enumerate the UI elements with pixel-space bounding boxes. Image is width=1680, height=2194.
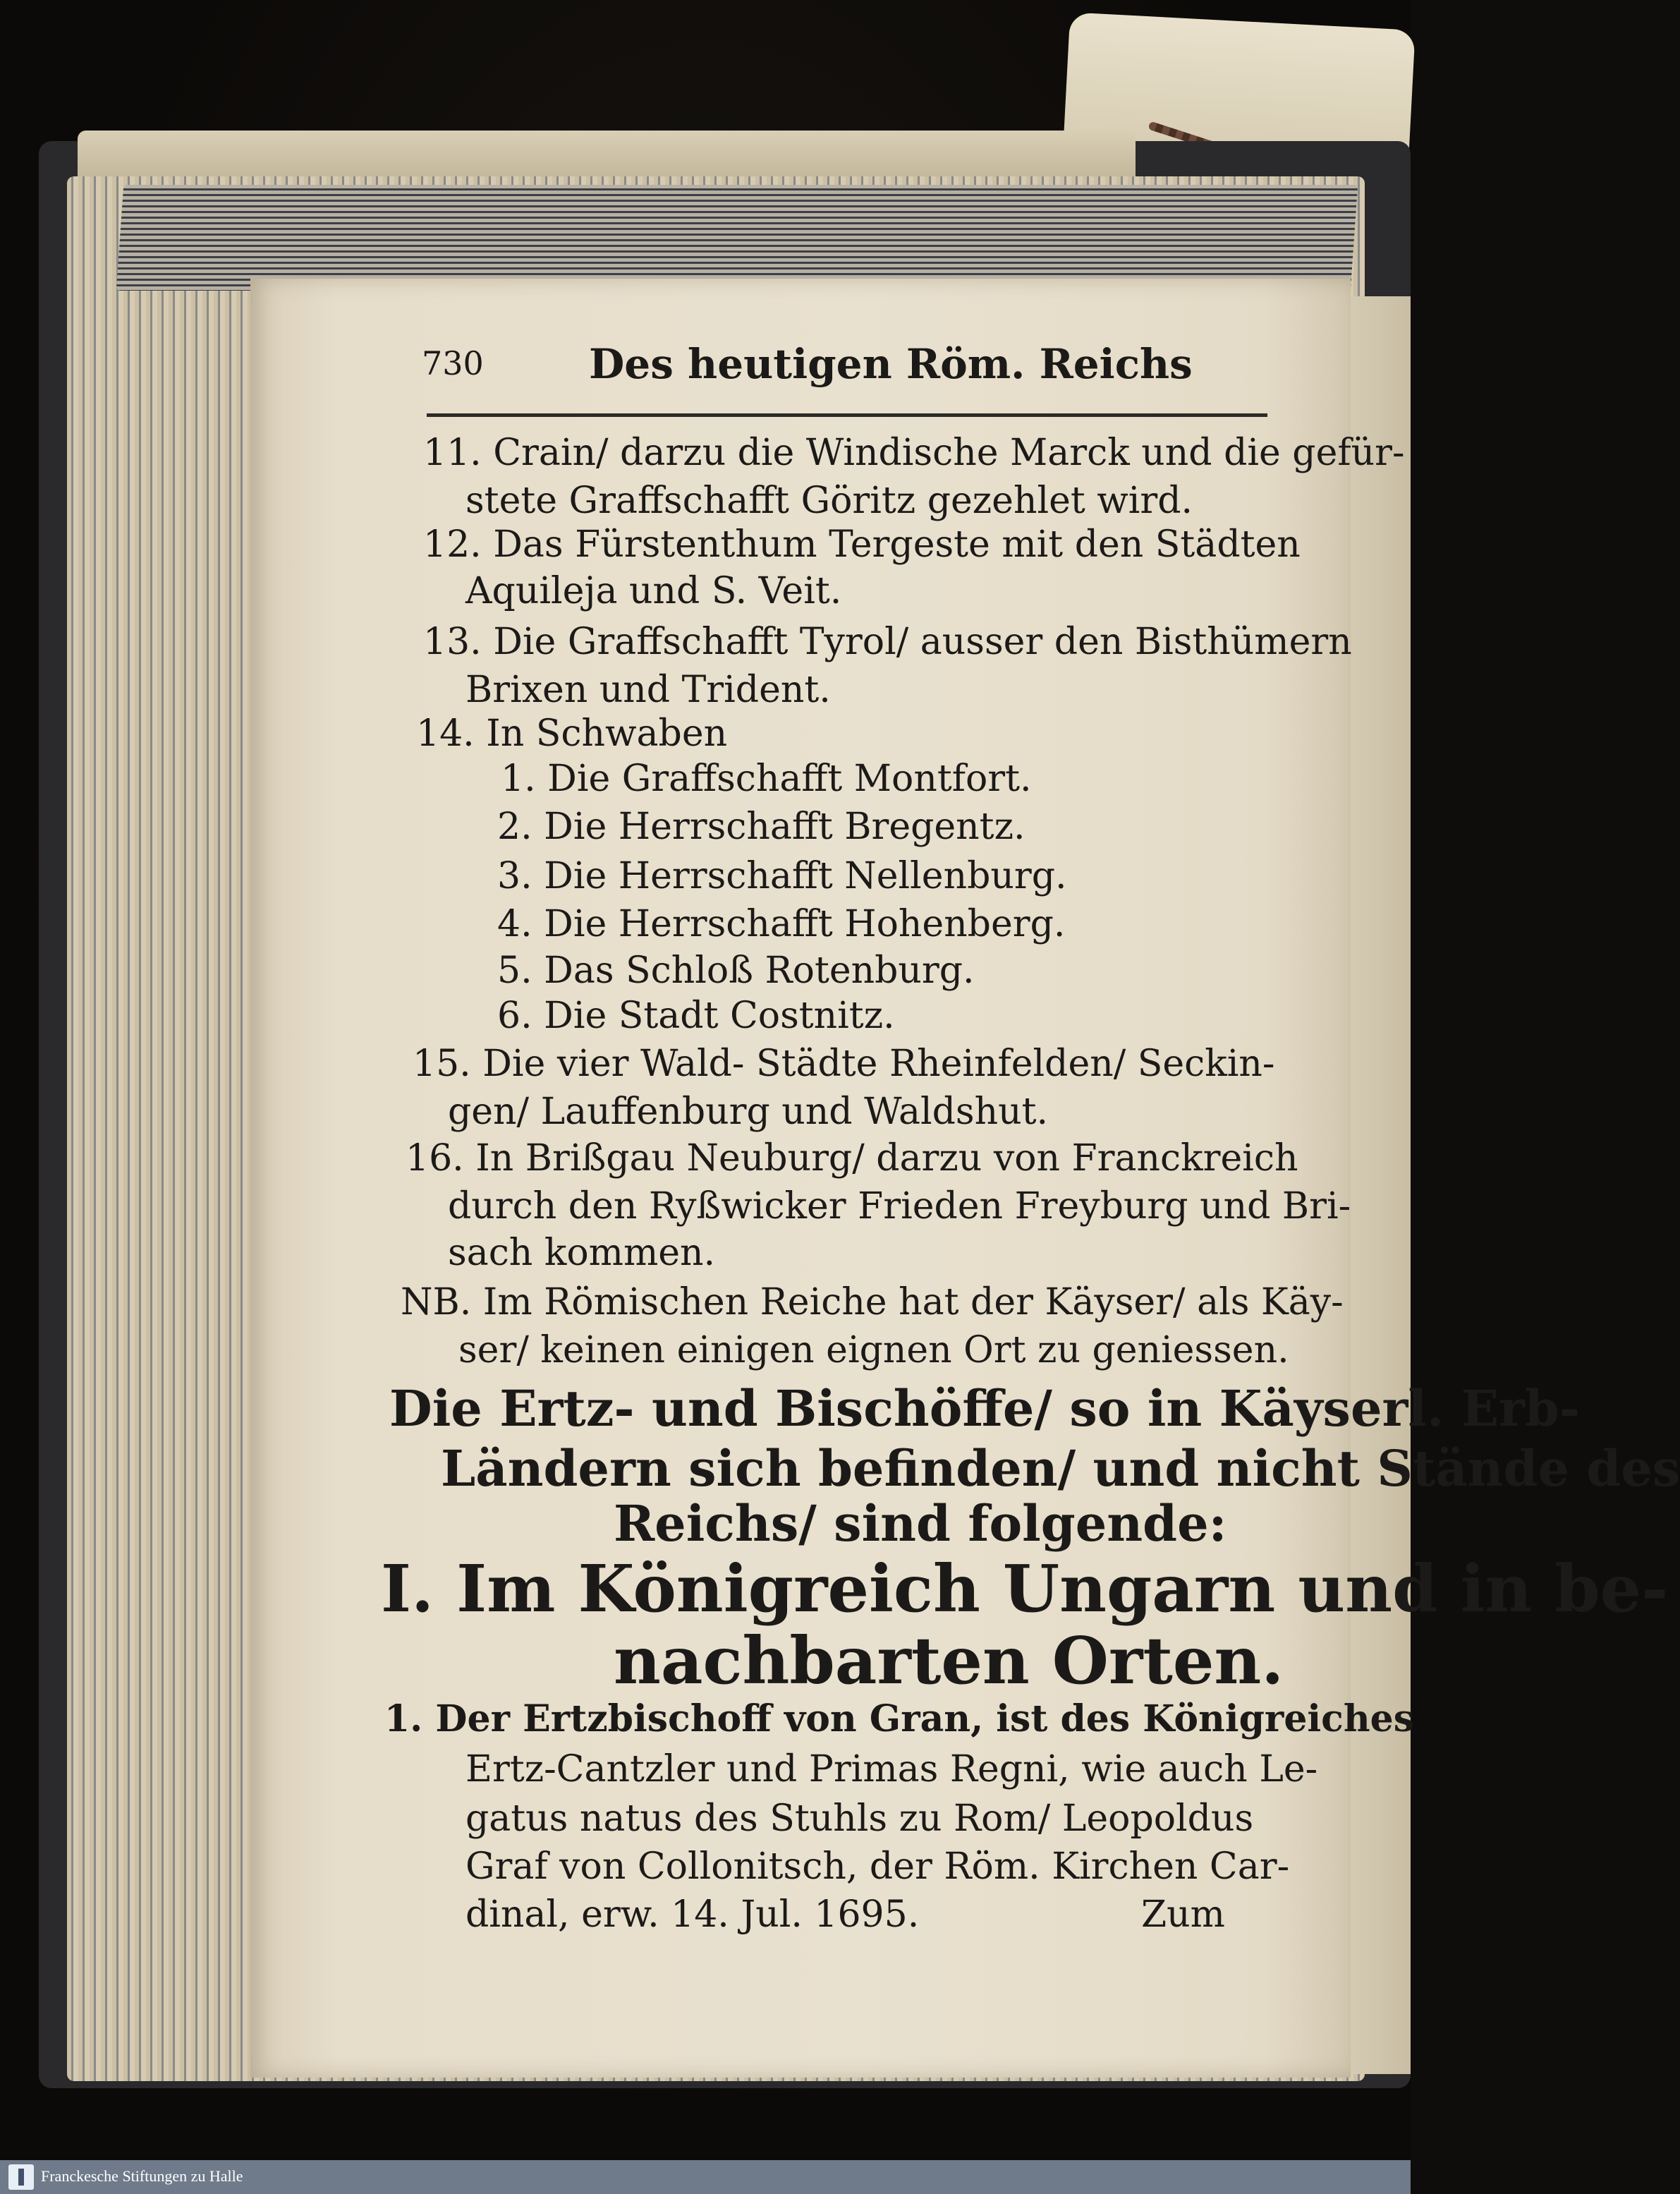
page-number: 730 — [422, 344, 484, 382]
text-line: NB. Im Römischen Reiche hat der Käyser/ als Käy- — [401, 1281, 1344, 1323]
text-line: 5. Das Schloß Rotenburg. — [497, 950, 975, 992]
subheading-line: I. Im Königreich Ungarn und in be- — [381, 1551, 1669, 1627]
text-line: 2. Die Herrschafft Bregentz. — [497, 806, 1025, 848]
text-line: dinal, erw. 14. Jul. 1695. — [465, 1893, 920, 1936]
text-line: 4. Die Herrschafft Hohenberg. — [497, 903, 1066, 945]
text-line: 15. Die vier Wald- Städte Rheinfelden/ Seckin- — [413, 1043, 1275, 1085]
text-line: ser/ keinen einigen eignen Ort zu geniessen. — [458, 1329, 1289, 1371]
catchword: Zum — [1141, 1893, 1225, 1936]
text-line: gatus natus des Stuhls zu Rom/ Leopoldus — [465, 1798, 1254, 1840]
running-title: Des heutigen Röm. Reichs — [589, 340, 1193, 388]
section-heading-line: Die Ertz- und Bischöffe/ so in Käyserl. Erb- — [389, 1379, 1580, 1438]
text-line: Ertz-Cantzler und Primas Regni, wie auch Le- — [465, 1748, 1318, 1790]
header-rule — [427, 413, 1267, 417]
page-stack-top — [116, 185, 1358, 291]
text-line: 3. Die Herrschafft Nellenburg. — [497, 855, 1067, 897]
text-line: 11. Crain/ darzu die Windische Marck und die gefür- — [423, 432, 1405, 474]
footer-credit: Franckesche Stiftungen zu Halle — [41, 2167, 243, 2185]
text-line: Graf von Collonitsch, der Röm. Kirchen Car- — [465, 1845, 1290, 1888]
text-line: 12. Das Fürstenthum Tergeste mit den Städten — [423, 523, 1301, 566]
text-line: 16. In Brißgau Neuburg/ darzu von Franckreich — [406, 1137, 1298, 1180]
text-line: Aquileja und S. Veit. — [465, 570, 842, 612]
facing-page-edge — [1344, 296, 1411, 2074]
text-line: 6. Die Stadt Costnitz. — [497, 995, 895, 1037]
institution-logo-icon — [8, 2164, 34, 2190]
text-line: sach kommen. — [448, 1232, 716, 1274]
section-heading-line: Ländern sich befinden/ und nicht Stände des — [441, 1439, 1680, 1498]
text-line: 1. Der Ertzbischoff von Gran, ist des Königreiches — [384, 1697, 1414, 1740]
subheading-line: nachbarten Orten. — [614, 1623, 1284, 1699]
text-line: 1. Die Graffschafft Montfort. — [501, 758, 1032, 800]
section-heading-line: Reichs/ sind folgende: — [614, 1494, 1227, 1553]
text-line: 13. Die Graffschafft Tyrol/ ausser den Bisthümern — [423, 621, 1352, 663]
text-line: durch den Ryßwicker Frieden Freyburg und Bri- — [448, 1185, 1351, 1228]
text-line: gen/ Lauffenburg und Waldshut. — [448, 1091, 1049, 1133]
text-line: Brixen und Trident. — [465, 669, 831, 711]
text-line: stete Graffschafft Göritz gezehlet wird. — [465, 480, 1193, 522]
text-line: 14. In Schwaben — [416, 713, 728, 755]
